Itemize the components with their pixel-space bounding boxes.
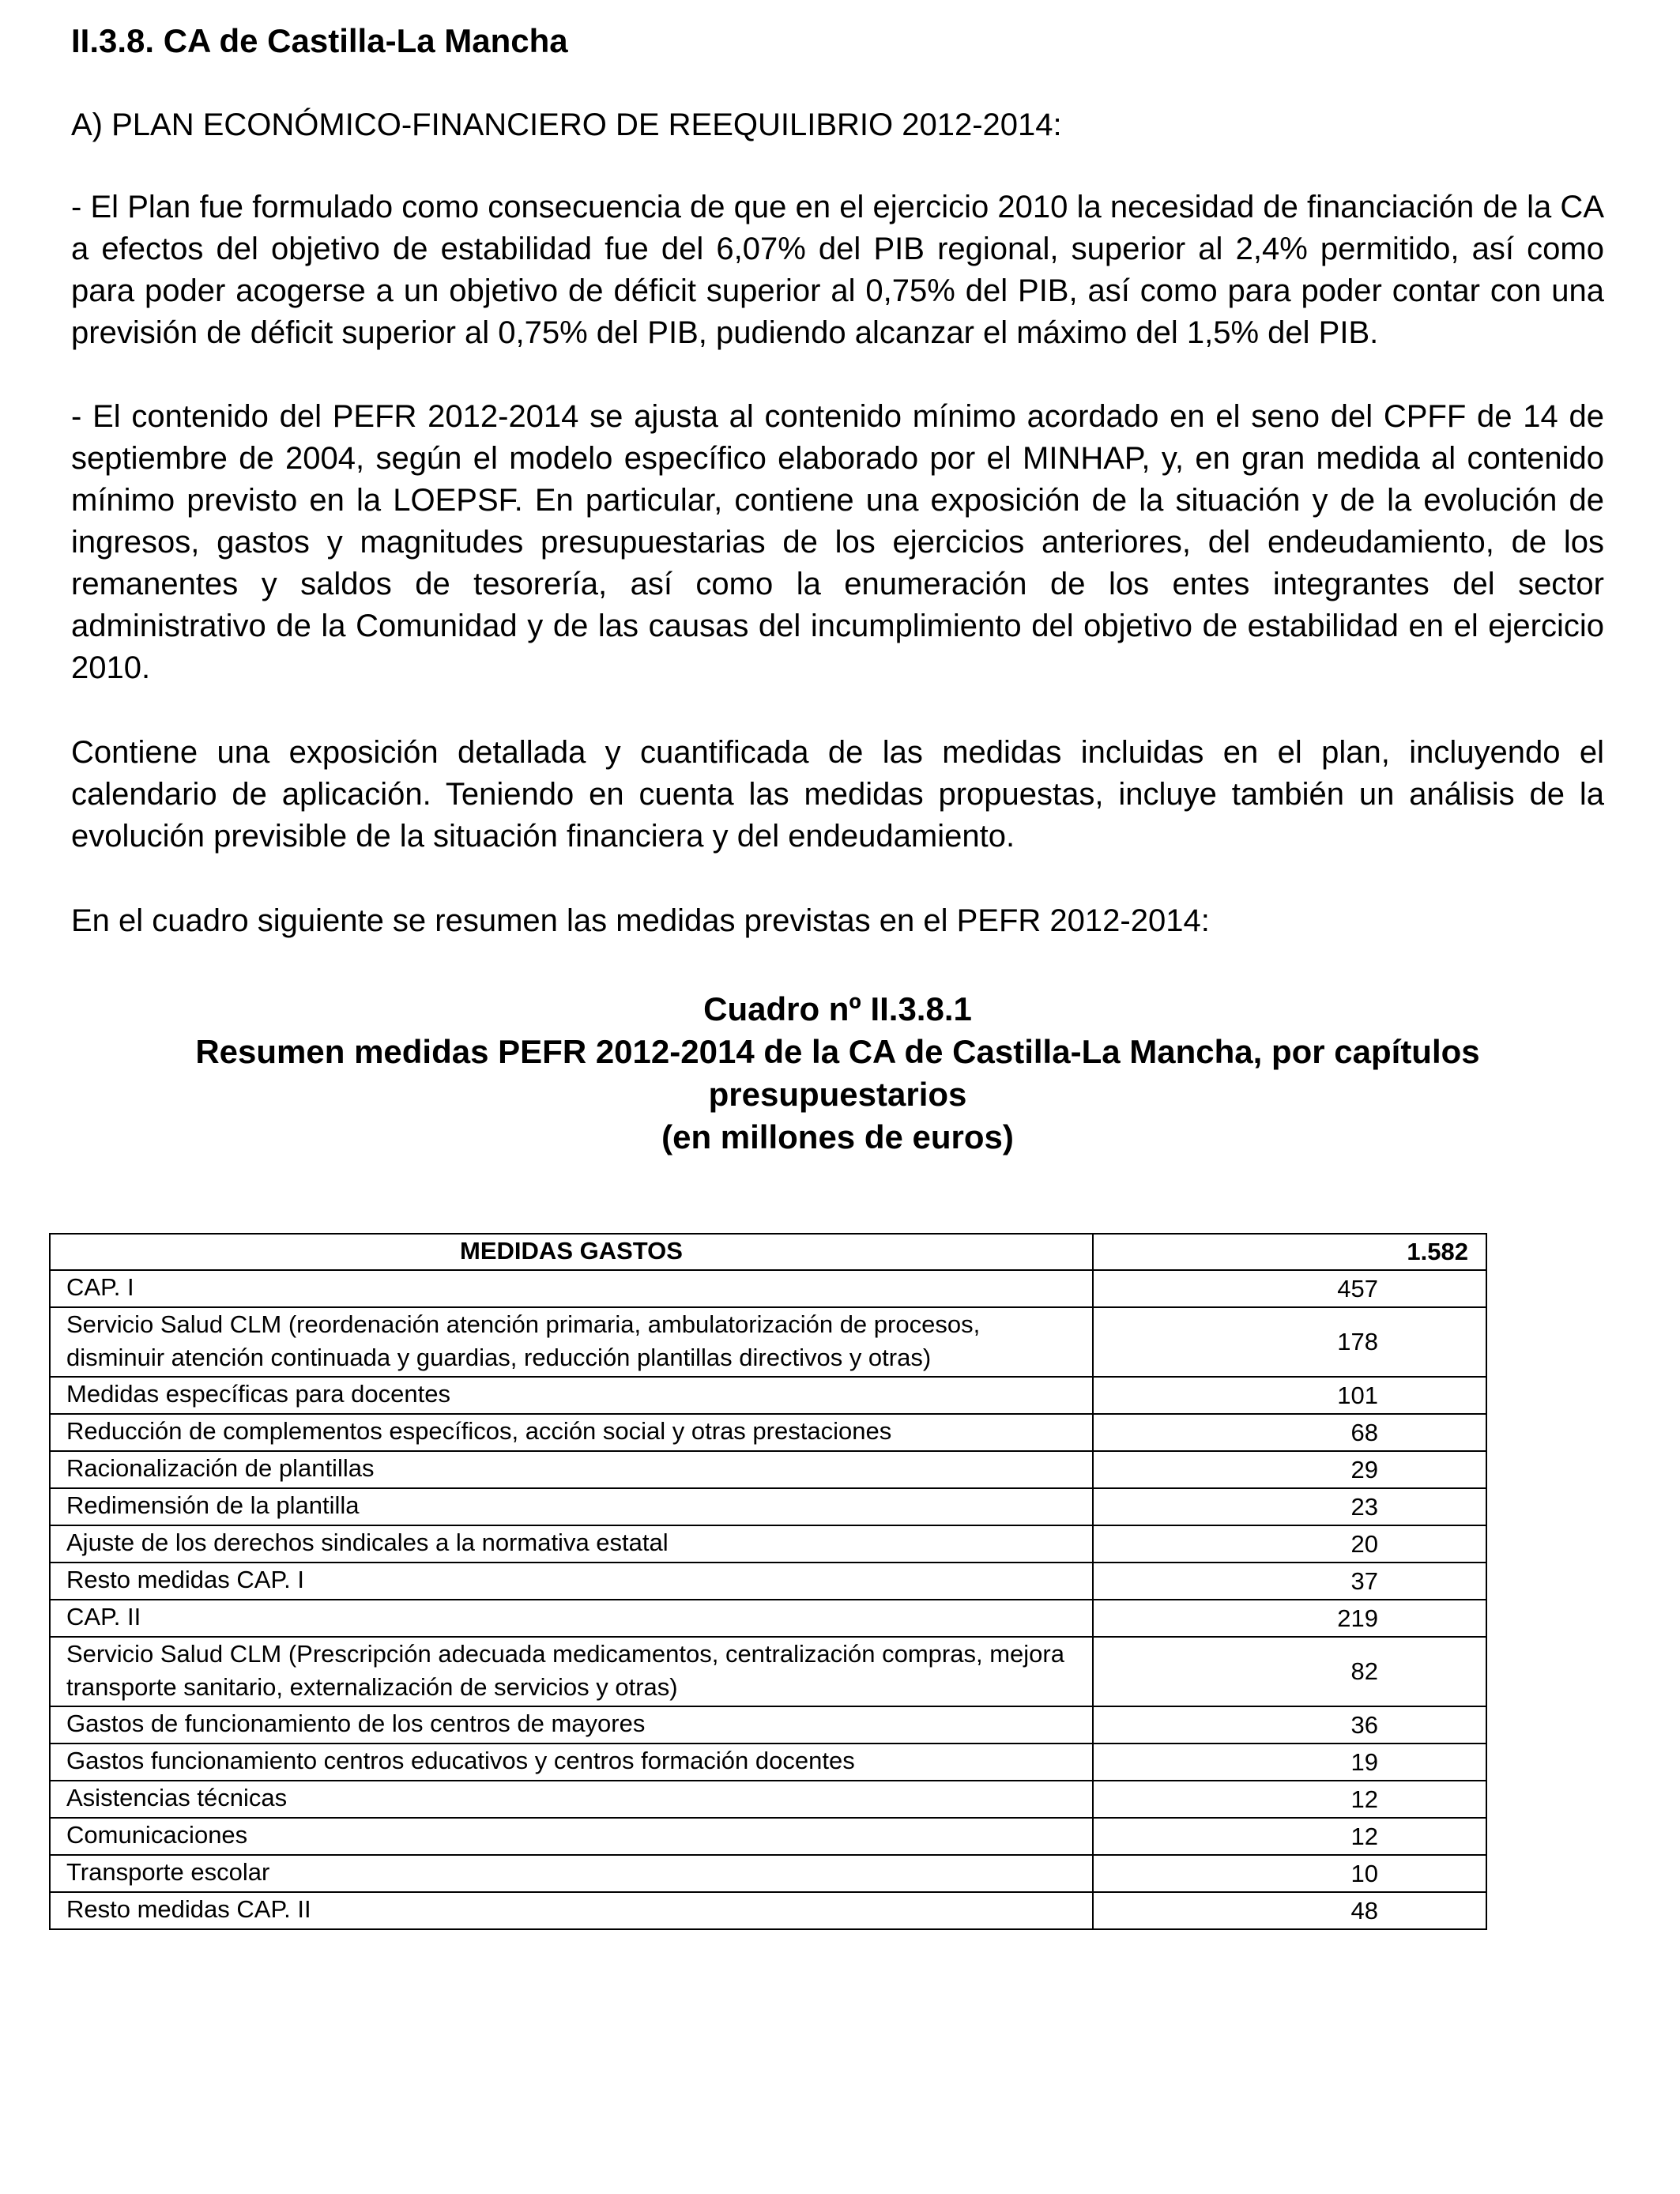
row-label: Comunicaciones	[50, 1818, 1093, 1855]
header-label: MEDIDAS GASTOS	[50, 1234, 1093, 1270]
row-label: Servicio Salud CLM (Prescripción adecuada medicamentos, centralización compras, mejora transporte sanitario, externalización de servicios y otras)	[50, 1637, 1093, 1706]
table-row	[50, 1377, 1486, 1414]
row-label: Redimensión de la plantilla	[50, 1488, 1093, 1525]
row-value: 101	[1093, 1377, 1486, 1414]
table-row	[50, 1855, 1486, 1892]
paragraph-plan-origin: - El Plan fue formulado como consecuencia de que en el ejercicio 2010 la necesidad de financiación de la CA a efectos del objetivo de estabilidad fue del 6,07% del PIB regional, superior al 2,4% permitido, así como para poder acogerse a un objetivo de déficit superior al 0,75% del PIB, así como para poder contar con una previsión de déficit superior al 0,75% del PIB, pudiendo alcanzar el máximo del 1,5% del PIB.	[71, 190, 1604, 350]
table-title-line1: Resumen medidas PEFR 2012-2014 de la CA de Castilla-La Mancha, por capítulos	[195, 1033, 1480, 1070]
table-units: (en millones de euros)	[661, 1118, 1014, 1155]
paragraph-measures: Contiene una exposición detallada y cuantificada de las medidas incluidas en el plan, incluyendo el calendario de aplicación. Teniendo en cuenta las medidas propuestas, incluye también un análisis de la evolución previsible de la situación financiera y del endeudamiento.	[71, 735, 1604, 854]
section-heading: II.3.8. CA de Castilla-La Mancha	[71, 22, 568, 59]
row-label: CAP. II	[50, 1600, 1093, 1637]
table-row	[50, 1781, 1486, 1818]
paragraph-table-intro: En el cuadro siguiente se resumen las medidas previstas en el PEFR 2012-2014:	[71, 903, 1210, 938]
row-value: 68	[1093, 1414, 1486, 1451]
table-row	[50, 1307, 1486, 1377]
row-label: Resto medidas CAP. II	[50, 1892, 1093, 1929]
row-label: Racionalización de plantillas	[50, 1451, 1093, 1488]
table-row	[50, 1892, 1486, 1929]
row-value: 29	[1093, 1451, 1486, 1488]
document-page	[71, 17, 1604, 1159]
row-label: Asistencias técnicas	[50, 1781, 1093, 1818]
row-label: Medidas específicas para docentes	[50, 1377, 1093, 1414]
row-label: Gastos de funcionamiento de los centros de mayores	[50, 1706, 1093, 1744]
measures-table	[49, 1233, 1487, 1930]
row-value: 36	[1093, 1706, 1486, 1744]
table-row	[50, 1488, 1486, 1525]
header-value: 1.582	[1093, 1234, 1486, 1270]
table-caption	[71, 988, 1604, 1159]
table-row	[50, 1525, 1486, 1563]
row-value: 10	[1093, 1855, 1486, 1892]
row-value: 23	[1093, 1488, 1486, 1525]
table-row	[50, 1637, 1486, 1706]
plan-title: A) PLAN ECONÓMICO-FINANCIERO DE REEQUILIBRIO 2012-2014:	[71, 107, 1062, 142]
table-title-line2: presupuestarios	[708, 1076, 967, 1113]
row-label: CAP. I	[50, 1270, 1093, 1307]
table-row	[50, 1451, 1486, 1488]
row-value: 12	[1093, 1818, 1486, 1855]
row-label: Reducción de complementos específicos, acción social y otras prestaciones	[50, 1414, 1093, 1451]
paragraph-plan-content: - El contenido del PEFR 2012-2014 se ajusta al contenido mínimo acordado en el seno del CPFF de 14 de septiembre de 2004, según el modelo específico elaborado por el MINHAP, y, en gran medida al contenido mínimo previsto en la LOEPSF. En particular, contiene una exposición de la situación y de la evolución de ingresos, gastos y magnitudes presupuestarias de los ejercicios anteriores, del endeudamiento, de los remanentes y saldos de tesorería, así como la enumeración de los entes integrantes del sector administrativo de la Comunidad y de las causas del incumplimiento del objetivo de estabilidad en el ejercicio 2010.	[71, 399, 1604, 685]
table-row	[50, 1706, 1486, 1744]
row-value: 12	[1093, 1781, 1486, 1818]
table-row	[50, 1270, 1486, 1307]
row-label: Transporte escolar	[50, 1855, 1093, 1892]
table-row	[50, 1600, 1486, 1637]
row-value: 82	[1093, 1637, 1486, 1706]
row-label: Servicio Salud CLM (reordenación atención primaria, ambulatorización de procesos, disminuir atención continuada y guardias, reducción plantillas directivos y otras)	[50, 1307, 1093, 1377]
row-value: 219	[1093, 1600, 1486, 1637]
row-value: 48	[1093, 1892, 1486, 1929]
row-value: 457	[1093, 1270, 1486, 1307]
table-header-row	[50, 1234, 1486, 1270]
row-value: 19	[1093, 1744, 1486, 1781]
row-label: Ajuste de los derechos sindicales a la normativa estatal	[50, 1525, 1093, 1563]
table-number: Cuadro nº II.3.8.1	[703, 990, 972, 1027]
table-row	[50, 1818, 1486, 1855]
row-value: 20	[1093, 1525, 1486, 1563]
row-label: Resto medidas CAP. I	[50, 1563, 1093, 1600]
row-value: 178	[1093, 1307, 1486, 1377]
row-value: 37	[1093, 1563, 1486, 1600]
table-row	[50, 1414, 1486, 1451]
row-label: Gastos funcionamiento centros educativos y centros formación docentes	[50, 1744, 1093, 1781]
table-row	[50, 1563, 1486, 1600]
table-row	[50, 1744, 1486, 1781]
